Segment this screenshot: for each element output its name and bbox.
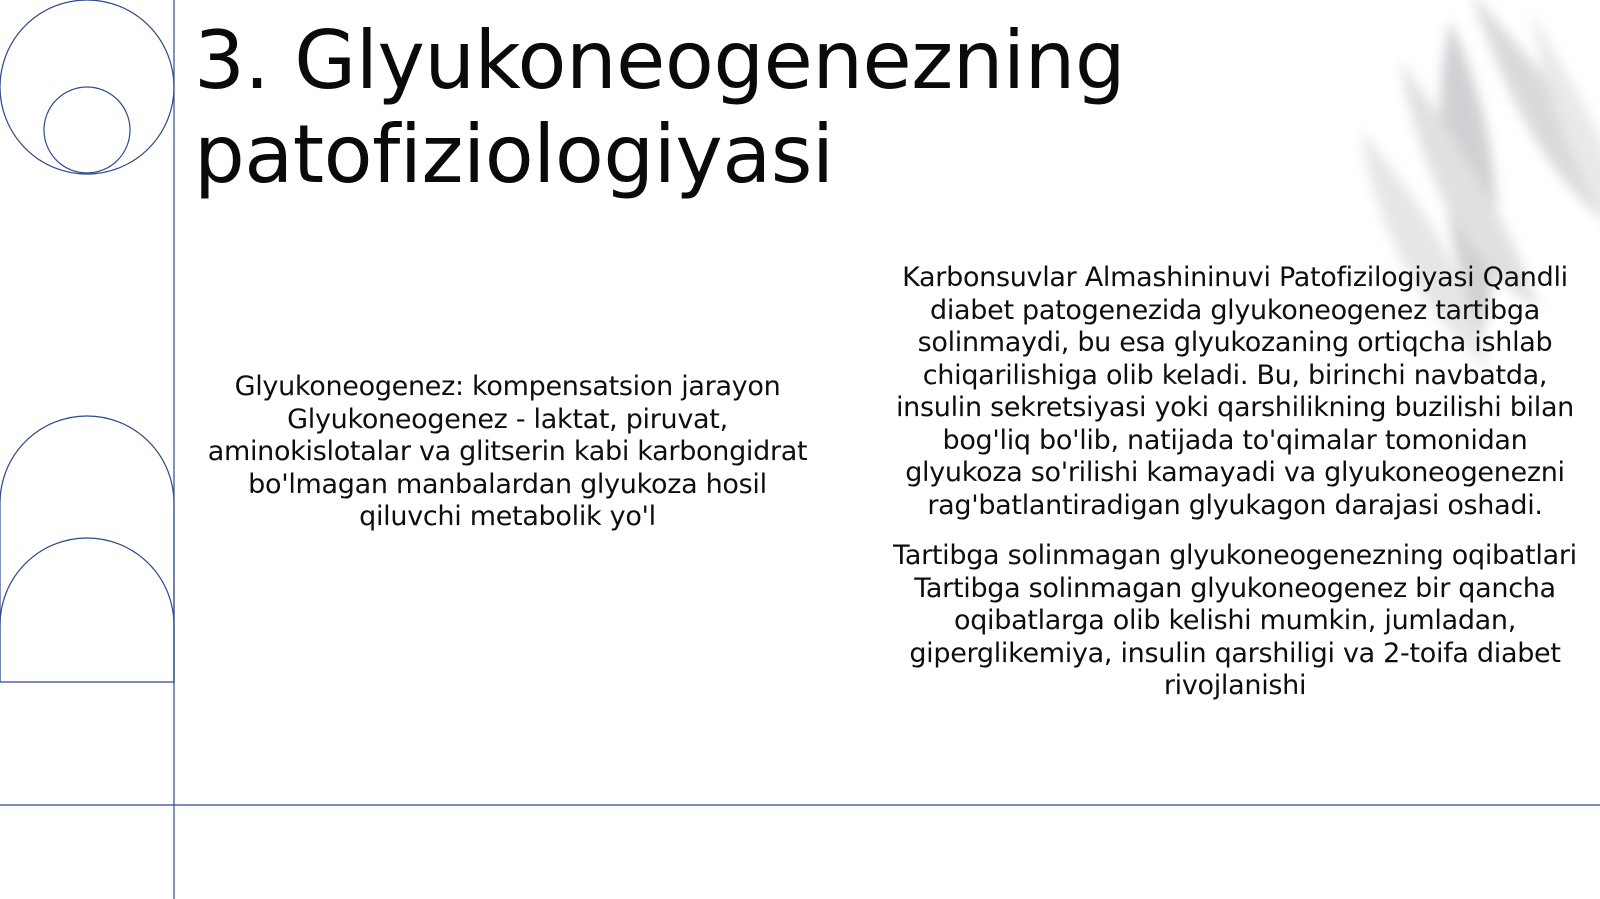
right-paragraph-2: Tartibga solinmagan glyukoneogenezning oqibatlari Tartibga solinmagan glyukoneogenez bir qancha oqibatlarga olib kelishi mumkin, jumladan, giperglikemiya, insulin qarshiligi va 2-toifa diabet rivojlanishi (893, 540, 1577, 701)
left-text-block (200, 371, 815, 534)
upper-arch-outline (0, 416, 174, 682)
right-paragraph-1: Karbonsuvlar Almashininuvi Patofizilogiyasi Qandli diabet patogenezida glyukoneogenez tartibga solinmaydi, bu esa glyukozaning ortiqcha ishlab chiqarilishiga olib keladi. Bu, birinchi navbatda, insulin sekretsiyasi yoki qarshilikning buzilishi bilan bog'liq bo'lib, natijada to'qimalar tomonidan glyukoza so'rilishi kamayadi va glyukoneogenezni rag'batlantiradigan glyukagon darajasi oshadi. (895, 262, 1574, 521)
left-paragraph: Glyukoneogenez: kompensatsion jarayon Glyukoneogenez - laktat, piruvat, aminokislotalar va glitserin kabi karbongidrat bo'lmagan manbalardan glyukoza hosil qiluvchi metabolik yo'l (207, 371, 808, 532)
title-line-2: patofiziologiyasi (194, 108, 834, 201)
slide-title (194, 14, 1294, 202)
title-line-1: 3. Glyukoneogenezning (194, 14, 1126, 107)
right-text-block (885, 262, 1585, 703)
lower-arch-outline (0, 538, 174, 682)
small-circle-outline (44, 87, 130, 173)
